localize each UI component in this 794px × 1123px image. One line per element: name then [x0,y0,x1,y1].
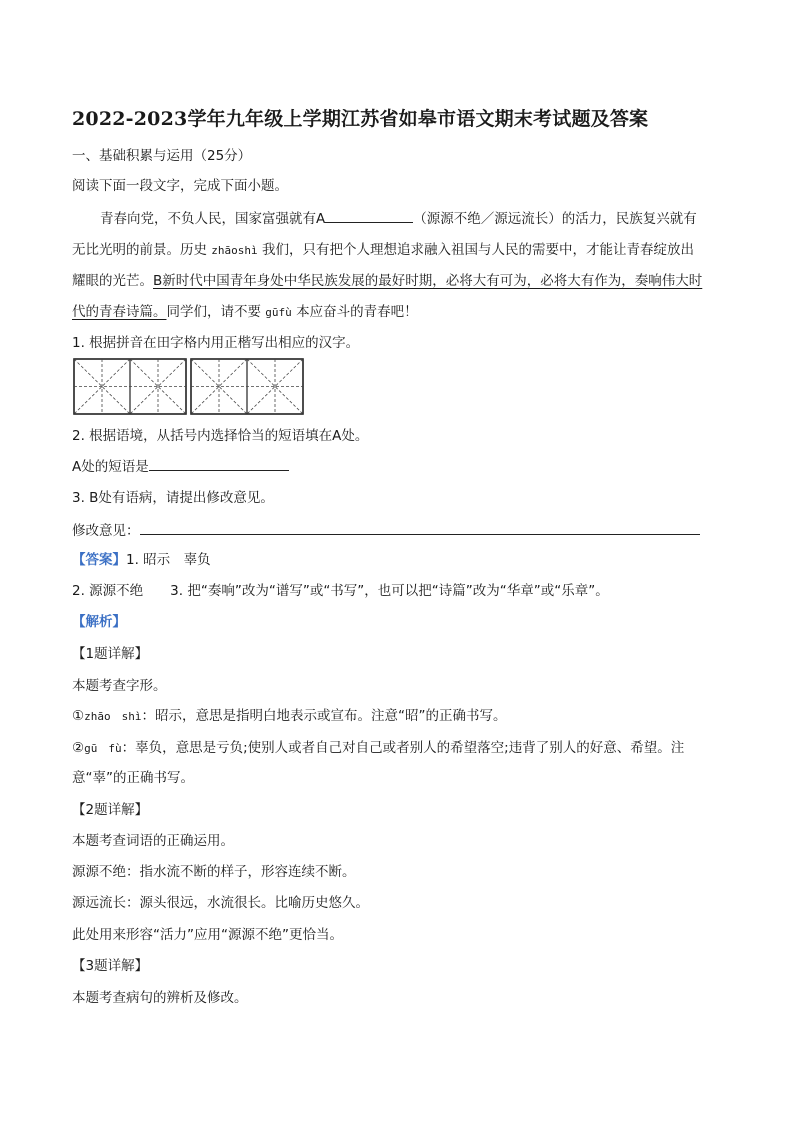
question-3-answer-line [72,520,700,541]
pinyin: gū fù [84,742,122,755]
analysis-tag [72,612,126,632]
reading-instruction: 阅读下面一段文字，完成下面小题。 [72,178,288,194]
detail-3-heading: 【3题详解】 [72,958,149,974]
detail-2-line: 源源不绝：指水流不断的样子，形容连续不断。 [72,864,356,880]
question-3: 3. B处有语病，请提出修改意见。 [72,490,274,506]
detail-1-line [72,738,684,759]
question-1: 1. 根据拼音在田字格内用正楷写出相应的汉字。 [72,335,360,351]
answer-line-2: 2. 源源不绝 3. 把“奏响”改为“谱写”或“书写”，也可以把“诗篇”改为“华章”或“乐章”。 [72,583,609,599]
analysis-label: 【解析】 [72,614,126,630]
detail-1-line [72,706,506,727]
detail-2-line: 源远流长：源头很远，水流很长。比喻历史悠久。 [72,895,369,911]
passage-line-2 [72,240,694,261]
passage-text: 本应奋斗的青春吧！ [296,304,418,320]
detail-text: ：辜负，意思是亏负;使别人或者自己对自己或者别人的希望落空;违背了别人的好意、希望。注 [121,740,685,756]
answer-tag: 【答案】 [72,552,126,568]
detail-1-line: 本题考查字形。 [72,678,167,694]
section-heading: 一、基础积累与运用（25分） [72,148,252,164]
answer-text: 1. 昭示 辜负 [126,552,211,568]
marker: ② [72,740,85,756]
answer-label: 修改意见： [72,523,140,539]
tianzige-grid[interactable] [73,358,305,416]
passage-text: 青春向党，不负人民，国家富强就有A [100,211,326,227]
answer-line-1 [72,550,211,570]
question-2: 2. 根据语境，从括号内选择恰当的短语填在A处。 [72,428,369,444]
detail-2-heading: 【2题详解】 [72,802,149,818]
answer-blank[interactable] [149,456,289,471]
passage-line-4 [72,302,418,323]
detail-2-line: 此处用来形容“活力”应用“源源不绝”更恰当。 [72,927,343,943]
passage-text: 耀眼的光芒。 [72,273,153,289]
detail-3-line: 本题考查病句的辨析及修改。 [72,990,248,1006]
passage-text: （源源不绝／源远流长）的活力，民族复兴就有 [413,211,697,227]
detail-2-line: 本题考查词语的正确运用。 [72,833,234,849]
marker: ① [72,708,85,724]
detail-1-line: 意“辜”的正确书写。 [72,770,194,786]
passage-line-3 [72,271,702,291]
pinyin: zhāoshì [211,244,258,257]
document-title: 2022-2023学年九年级上学期江苏省如皋市语文期末考试题及答案 [72,108,649,130]
passage-text: 我们，只有把个人理想追求融入祖国与人民的需要中，才能让青春绽放出 [261,242,694,258]
pinyin: gūfù [265,306,292,319]
answer-blank[interactable] [140,520,700,535]
blank-a [325,208,413,223]
sentence-b: B新时代中国青年身处中华民族发展的最好时期，必将大有可为，必将大有作为，奏响伟大时 [153,273,703,289]
pinyin: zhāo shì [84,710,142,723]
passage-text: 无比光明的前景。历史 [72,242,207,258]
detail-1-heading: 【1题详解】 [72,646,149,662]
detail-text: ：昭示，意思是指明白地表示或宣布。注意“昭”的正确书写。 [141,708,507,724]
answer-label: A处的短语是 [72,459,149,475]
passage-text: 同学们，请不要 [166,304,261,320]
sentence-b-end: 代的青春诗篇。 [72,304,167,320]
question-2-answer-line [72,456,289,477]
passage-line-1 [100,208,697,229]
